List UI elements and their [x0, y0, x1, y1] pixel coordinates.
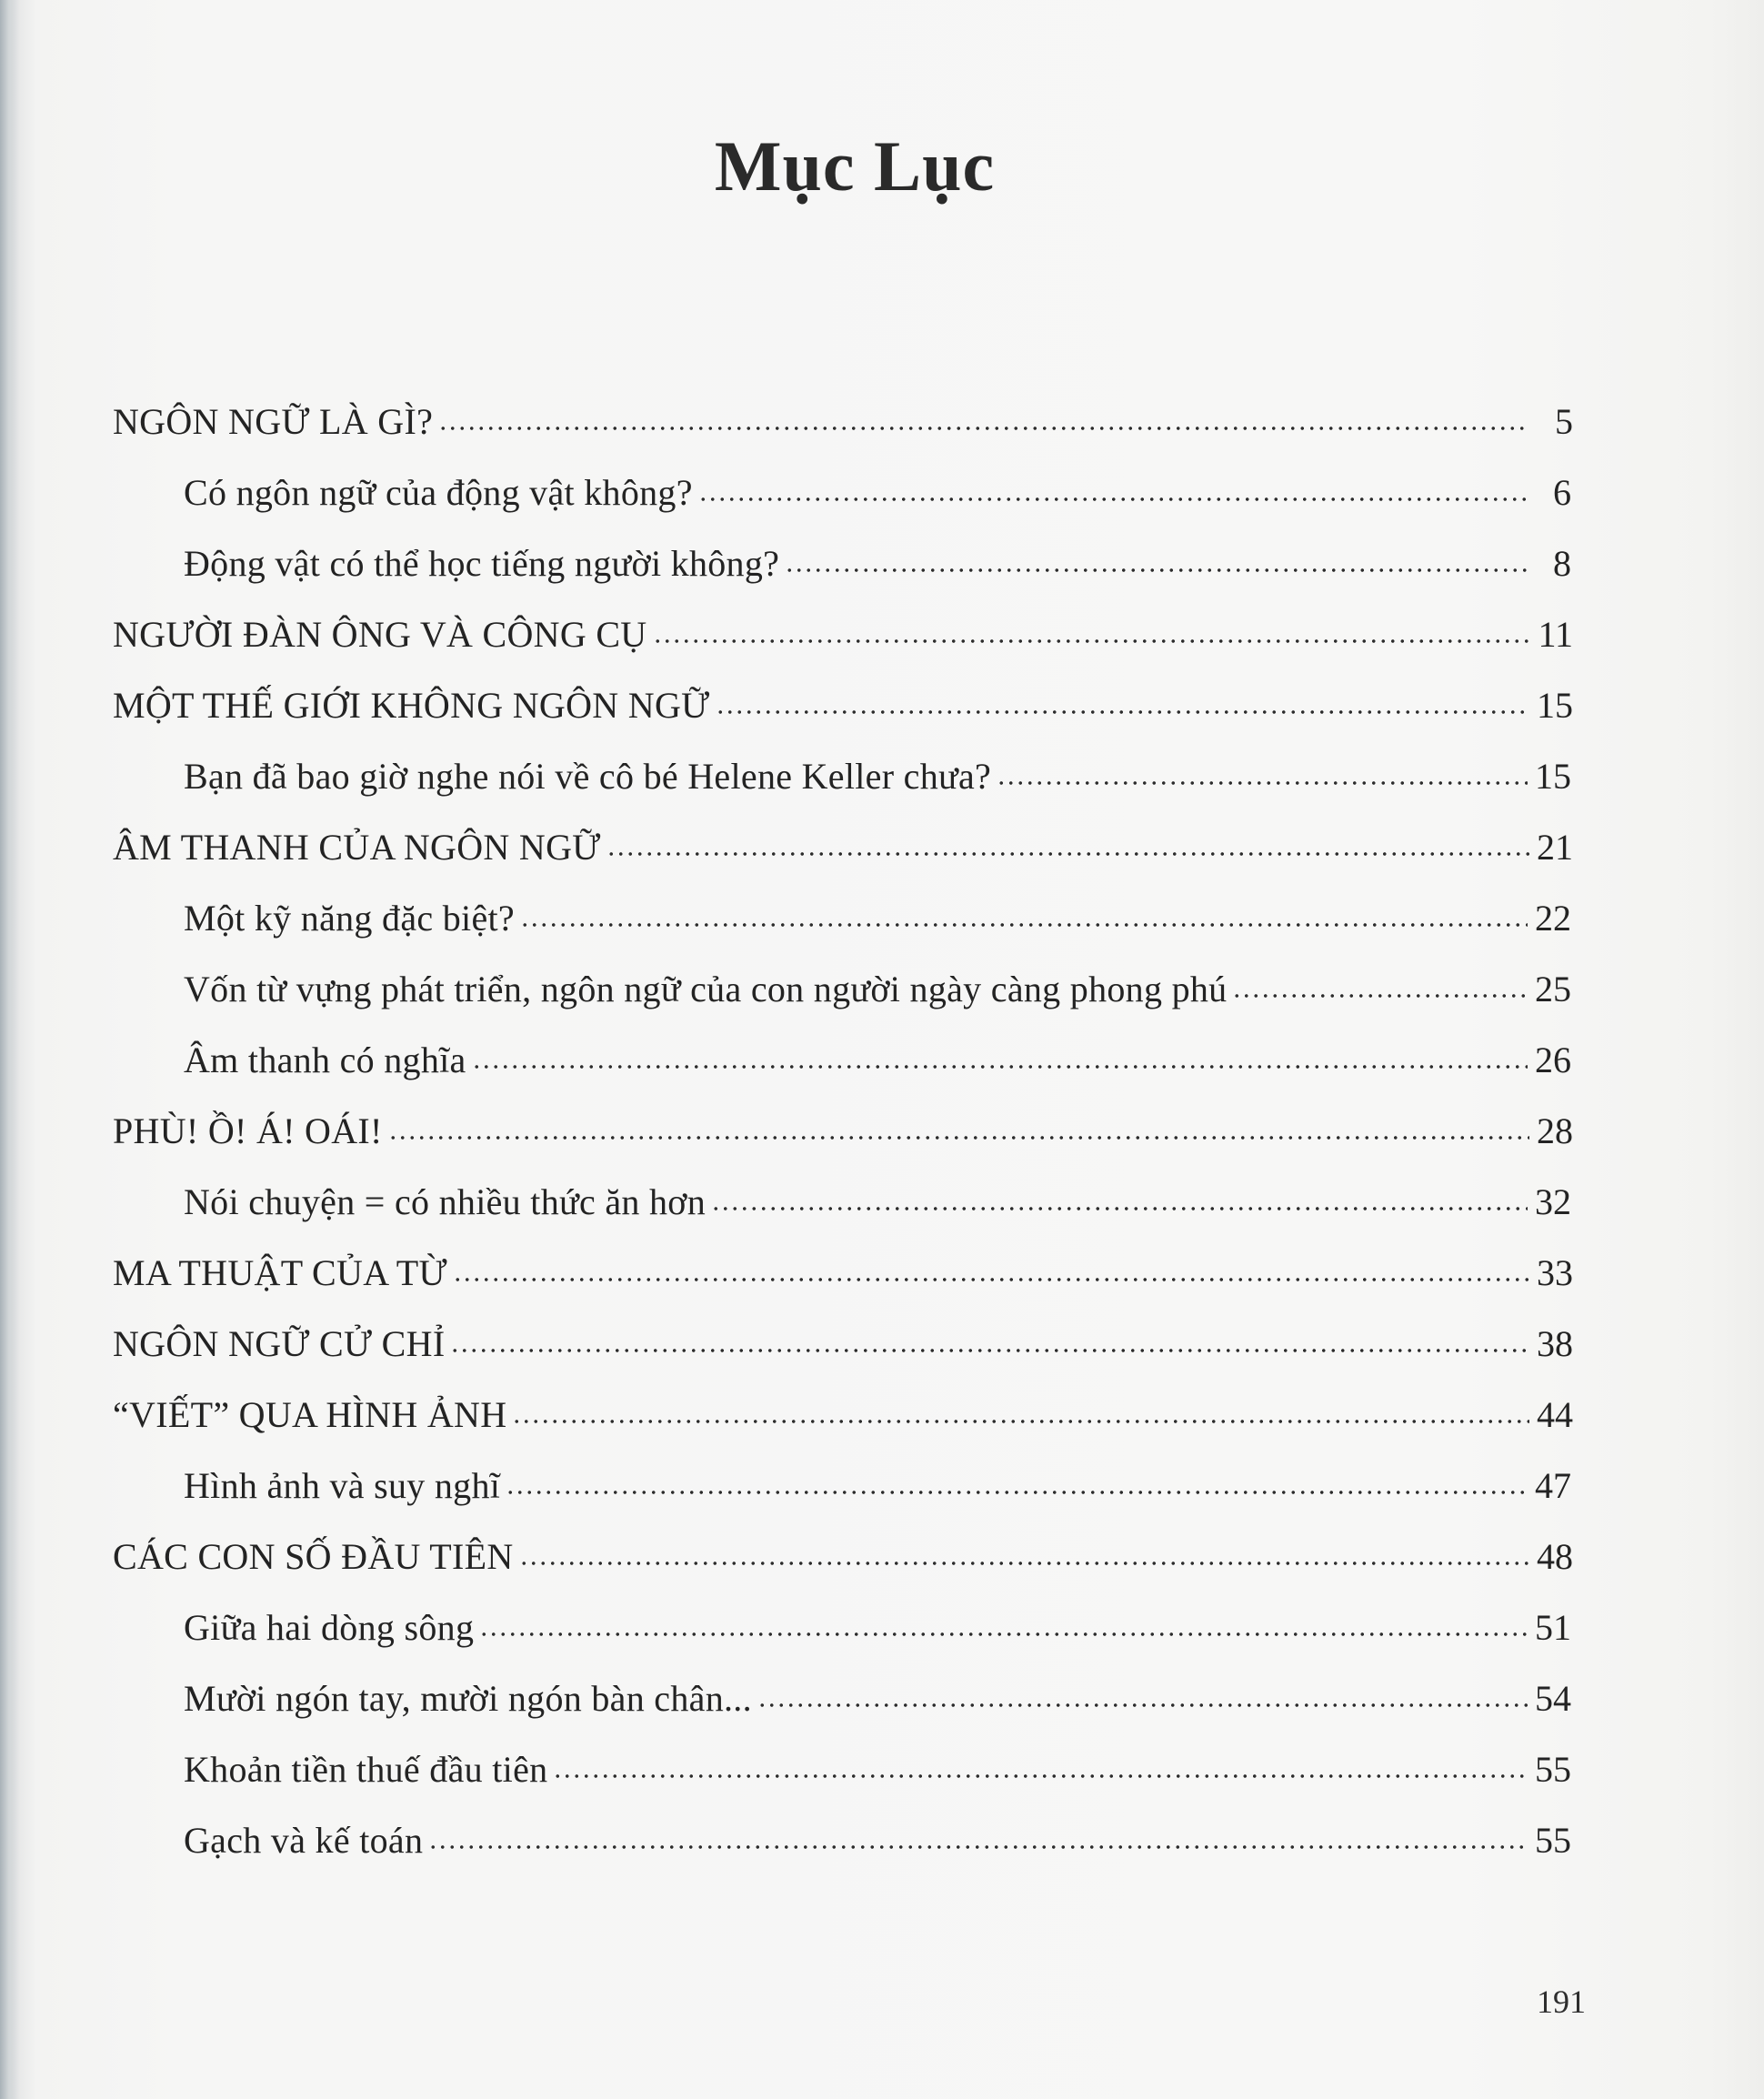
dot-leader	[512, 1418, 1529, 1425]
toc-entry-label: MỘT THẾ GIỚI KHÔNG NGÔN NGỮ	[113, 685, 710, 726]
dot-leader	[506, 1489, 1528, 1496]
toc-entry	[184, 755, 1571, 809]
dot-leader	[997, 779, 1528, 787]
toc-entry	[113, 826, 1573, 880]
toc-entry	[184, 968, 1571, 1022]
toc-entry-page: 25	[1535, 969, 1571, 1009]
dot-leader	[450, 1347, 1529, 1354]
toc-entry	[184, 1039, 1571, 1093]
page-number: 191	[1537, 1984, 1586, 2020]
toc-entry-label: MA THUẬT CỦA TỪ	[113, 1252, 447, 1293]
toc-entry-label: Mười ngón tay, mười ngón bàn chân...	[184, 1678, 752, 1719]
toc-entry-page: 55	[1535, 1749, 1571, 1790]
toc-entry	[113, 613, 1573, 668]
dot-leader	[716, 708, 1530, 716]
toc-entry-label: Một kỹ năng đặc biệt?	[184, 898, 515, 939]
dot-leader	[453, 1276, 1529, 1283]
dot-leader	[520, 921, 1528, 929]
toc-entry-label: CÁC CON SỐ ĐẦU TIÊN	[113, 1536, 514, 1577]
toc-entry-page: 54	[1535, 1678, 1571, 1719]
toc-entry-label: Nói chuyện = có nhiều thức ăn hơn	[184, 1181, 707, 1222]
toc-entry-page: 8	[1553, 543, 1571, 584]
toc-entry	[113, 1535, 1573, 1590]
toc-entry-page: 38	[1537, 1323, 1573, 1364]
toc-entry	[184, 1464, 1571, 1519]
dot-leader	[428, 1843, 1528, 1851]
toc-entry-label: ÂM THANH CỦA NGÔN NGỮ	[113, 827, 601, 868]
toc-entry	[184, 897, 1571, 951]
toc-entry-label: Bạn đã bao giờ nghe nói về cô bé Helene Keller chưa?	[184, 756, 992, 797]
dot-leader	[785, 567, 1528, 574]
toc-entry	[113, 1393, 1573, 1448]
dot-leader	[698, 496, 1528, 503]
toc-entry	[184, 1606, 1571, 1661]
toc-entry-page: 26	[1535, 1039, 1571, 1080]
toc-entry	[113, 1110, 1573, 1164]
toc-entry	[184, 1677, 1571, 1732]
toc-entry-page: 15	[1537, 685, 1573, 726]
dot-leader	[472, 1063, 1528, 1070]
toc-entry-label: Động vật có thể học tiếng người không?	[184, 543, 780, 584]
toc-entry	[184, 1180, 1571, 1235]
dot-leader	[606, 850, 1529, 858]
toc-entry-page: 28	[1537, 1110, 1573, 1151]
toc-entry-label: NGÔN NGỮ CỬ CHỈ	[113, 1323, 446, 1364]
toc-entry-page: 32	[1535, 1181, 1571, 1222]
toc-entry-label: Giữa hai dòng sông	[184, 1607, 475, 1648]
toc-entry-label: NGÔN NGỮ LÀ GÌ?	[113, 401, 434, 442]
dot-leader	[479, 1631, 1528, 1638]
dot-leader	[553, 1773, 1528, 1780]
toc-entry-page: 51	[1535, 1607, 1571, 1648]
page-title: Mục Lục	[714, 126, 996, 206]
toc-entry-label: Âm thanh có nghĩa	[184, 1039, 466, 1080]
toc-entry-page: 44	[1537, 1394, 1573, 1435]
toc-entry	[184, 542, 1571, 597]
dot-leader	[388, 1134, 1529, 1141]
toc-entry-page: 22	[1535, 898, 1571, 939]
toc-entry-label: Hình ảnh và suy nghĩ	[184, 1465, 501, 1506]
toc-entry	[184, 1748, 1571, 1803]
dot-leader	[711, 1205, 1528, 1212]
toc-entry-page: 33	[1537, 1252, 1573, 1293]
toc-entry-label: Gạch và kế toán	[184, 1820, 424, 1861]
dot-leader	[757, 1702, 1528, 1709]
toc-entry	[113, 684, 1573, 738]
dot-leader	[438, 425, 1529, 432]
dot-leader	[653, 638, 1530, 645]
toc-entry-page: 15	[1535, 756, 1571, 797]
toc-entry-label: Khoản tiền thuế đầu tiên	[184, 1749, 548, 1790]
toc-entry-page: 55	[1535, 1820, 1571, 1861]
toc-entry-page: 11	[1538, 614, 1573, 655]
toc-entry-page: 6	[1553, 472, 1571, 513]
toc-entry-label: “VIẾT” QUA HÌNH ẢNH	[113, 1394, 507, 1435]
toc-entry-label: NGƯỜI ĐÀN ÔNG VÀ CÔNG CỤ	[113, 614, 647, 655]
toc-entry-label: Vốn từ vựng phát triển, ngôn ngữ của con người ngày càng phong phú	[184, 969, 1228, 1009]
toc-entry-page: 48	[1537, 1536, 1573, 1577]
toc-entry	[113, 400, 1573, 455]
toc-entry	[113, 1322, 1573, 1377]
toc-entry-page: 21	[1537, 827, 1573, 868]
dot-leader	[519, 1560, 1529, 1567]
toc-entry	[113, 1251, 1573, 1306]
toc-entry	[184, 471, 1571, 526]
toc-entry-label: PHÙ! Ồ! Á! OÁI!	[113, 1110, 383, 1151]
dot-leader	[1232, 992, 1528, 999]
toc-entry-label: Có ngôn ngữ của động vật không?	[184, 472, 693, 513]
toc-entry	[184, 1819, 1571, 1873]
toc-entry-page: 47	[1535, 1465, 1571, 1506]
toc-entry-page: 5	[1555, 401, 1573, 442]
